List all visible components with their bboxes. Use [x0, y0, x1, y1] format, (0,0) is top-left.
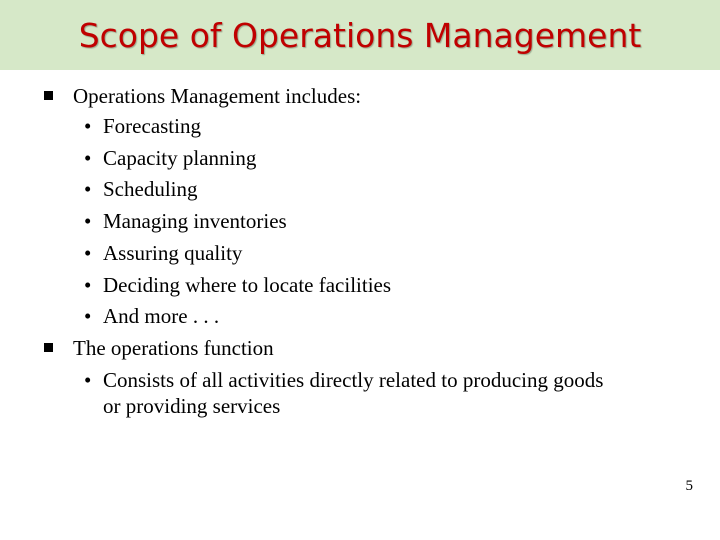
- bullet-dot-icon: •: [84, 273, 92, 297]
- bullet-dot-icon: •: [84, 209, 92, 233]
- bullet-dot-icon: •: [84, 146, 92, 170]
- page-number: 5: [685, 478, 693, 494]
- sub-item-assuring-quality: Assuring quality: [103, 241, 243, 265]
- sub-item-managing-inventories: Managing inventories: [103, 209, 287, 233]
- bullet-dot-icon: •: [84, 241, 92, 265]
- bullet-dot-icon: •: [84, 304, 92, 328]
- sub-item-activities-continued: or providing services: [103, 394, 281, 418]
- bullet-dot-icon: •: [84, 368, 92, 392]
- sub-item-activities: Consists of all activities directly related to producing goods: [103, 368, 604, 392]
- sub-item-capacity-planning: Capacity planning: [103, 146, 257, 170]
- sub-item-forecasting: Forecasting: [103, 114, 201, 138]
- bullet-dot-icon: •: [84, 177, 92, 201]
- sub-item-and-more: And more . . .: [103, 304, 220, 328]
- sub-item-scheduling: Scheduling: [103, 177, 198, 201]
- square-bullet-icon: [44, 91, 53, 100]
- slide-title: Scope of Operations Management: [78, 16, 642, 55]
- square-bullet-icon: [44, 343, 53, 352]
- bullet-dot-icon: •: [84, 114, 92, 138]
- bullet-operations-management: Operations Management includes:: [73, 84, 362, 108]
- sub-item-locate-facilities: Deciding where to locate facilities: [103, 273, 392, 297]
- bullet-operations-function: The operations function: [73, 336, 274, 360]
